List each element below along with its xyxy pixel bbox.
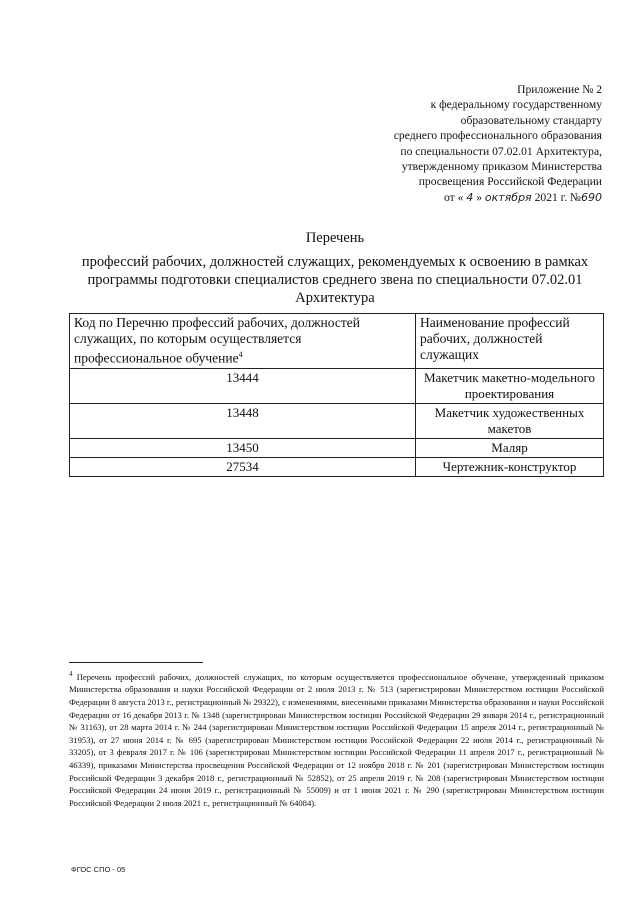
table-row (70, 438, 604, 457)
footnote-text: Перечень профессий рабочих, должностей служащих, по которым осуществляется профессиональное обучение, утвержденный приказом Министерства образования и науки Российской Федерации от 2 июля 2013 г. № 513 (зарегистрирован Министерством юстиции Российской Федерации 8 августа 2013 г., регистрационный № 29322), с изменениями, внесенными приказами Министерства образования и науки Российской Федерации от 16 декабря 2013 г. № 1348 (зарегистрирован Министерством юстиции Российской Федерации 29 января 2014 г., регистрационный № 31163), от 28 марта 2014 г. № 244 (зарегистрирован Министерством юстиции Российской Федерации 15 апреля 2014 г., регистрационный № 31953), от 27 июня 2014 г. № 695 (зарегистрирован Министерством юстиции Российской Федерации 22 июля 2014 г., регистрационный № 33205), от 3 февраля 2017 г. № 106 (зарегистрирован Министерством юстиции Российской Федерации 11 апреля 2017 г., регистрационный № 46339), приказами Министерства просвещения Российской Федерации от 12 ноября 2018 г. № 201 (зарегистрирован Министерством юстиции Российской Федерации 3 декабря 2018 г., регистрационный № 52852), от 25 апреля 2019 г. № 208 (зарегистрирован Министерством юстиции Российской Федерации 24 июня 2019 г., регистрационный № 55009) и от 1 июня 2021 г. № 290 (зарегистрирован Министерством юстиции Российской Федерации 2 июля 2021 г., регистрационный № 64084). (69, 671, 604, 808)
cell-code: 13448 (70, 403, 416, 438)
cell-code: 13450 (70, 438, 416, 457)
cell-name: Макетчик макетно-модельного проектирования (416, 368, 604, 403)
footnote-marker: 4 (69, 670, 73, 678)
header-name: Наименование профессий рабочих, должностей служащих (416, 314, 604, 369)
date-mid: » (476, 190, 482, 204)
footnote (69, 668, 604, 809)
cell-name: Чертежник-конструктор (416, 457, 604, 476)
approval-date-line (330, 190, 602, 205)
footnote-ref: 4 (238, 350, 243, 359)
approval-line: по специальности 07.02.01 Архитектура, (400, 144, 602, 158)
title-line: Архитектура (295, 290, 375, 306)
approval-line: просвещения Российской Федерации (418, 175, 602, 189)
cell-code: 27534 (70, 457, 416, 476)
table-row (70, 457, 604, 476)
order-number: 690 (581, 190, 602, 204)
table-header-row (70, 314, 604, 369)
document-title (60, 229, 610, 307)
date-prefix: от « (443, 190, 464, 204)
approval-line: среднего профессионального образования (393, 129, 602, 143)
cell-code: 13444 (70, 368, 416, 403)
approval-block (330, 82, 602, 205)
title-line: программы подготовки специалистов среднего звена по специальности 07.02.01 (87, 272, 583, 288)
date-day: 4 (466, 190, 474, 204)
title-heading: Перечень (305, 230, 365, 246)
professions-table (69, 313, 604, 477)
footer-code: ФГОС СПО - 05 (71, 865, 126, 874)
date-suffix: 2021 г. № (534, 190, 581, 204)
table-row (70, 403, 604, 438)
approval-line: к федеральному государственному (430, 98, 602, 112)
cell-name: Макетчик художественных макетов (416, 403, 604, 438)
footnote-divider (69, 662, 203, 663)
header-code: Код по Перечню профессий рабочих, должностей служащих, по которым осуществляется профессиональное обучение$^4$ (70, 314, 416, 369)
date-month: октября (484, 190, 532, 204)
cell-name: Маляр (416, 438, 604, 457)
table-row (70, 368, 604, 403)
approval-line: Приложение № 2 (517, 83, 602, 96)
approval-line: утвержденному приказом Министерства (401, 160, 602, 174)
approval-line: образовательному стандарту (460, 113, 602, 127)
title-line: профессий рабочих, должностей служащих, рекомендуемых к освоению в рамках (81, 254, 589, 270)
